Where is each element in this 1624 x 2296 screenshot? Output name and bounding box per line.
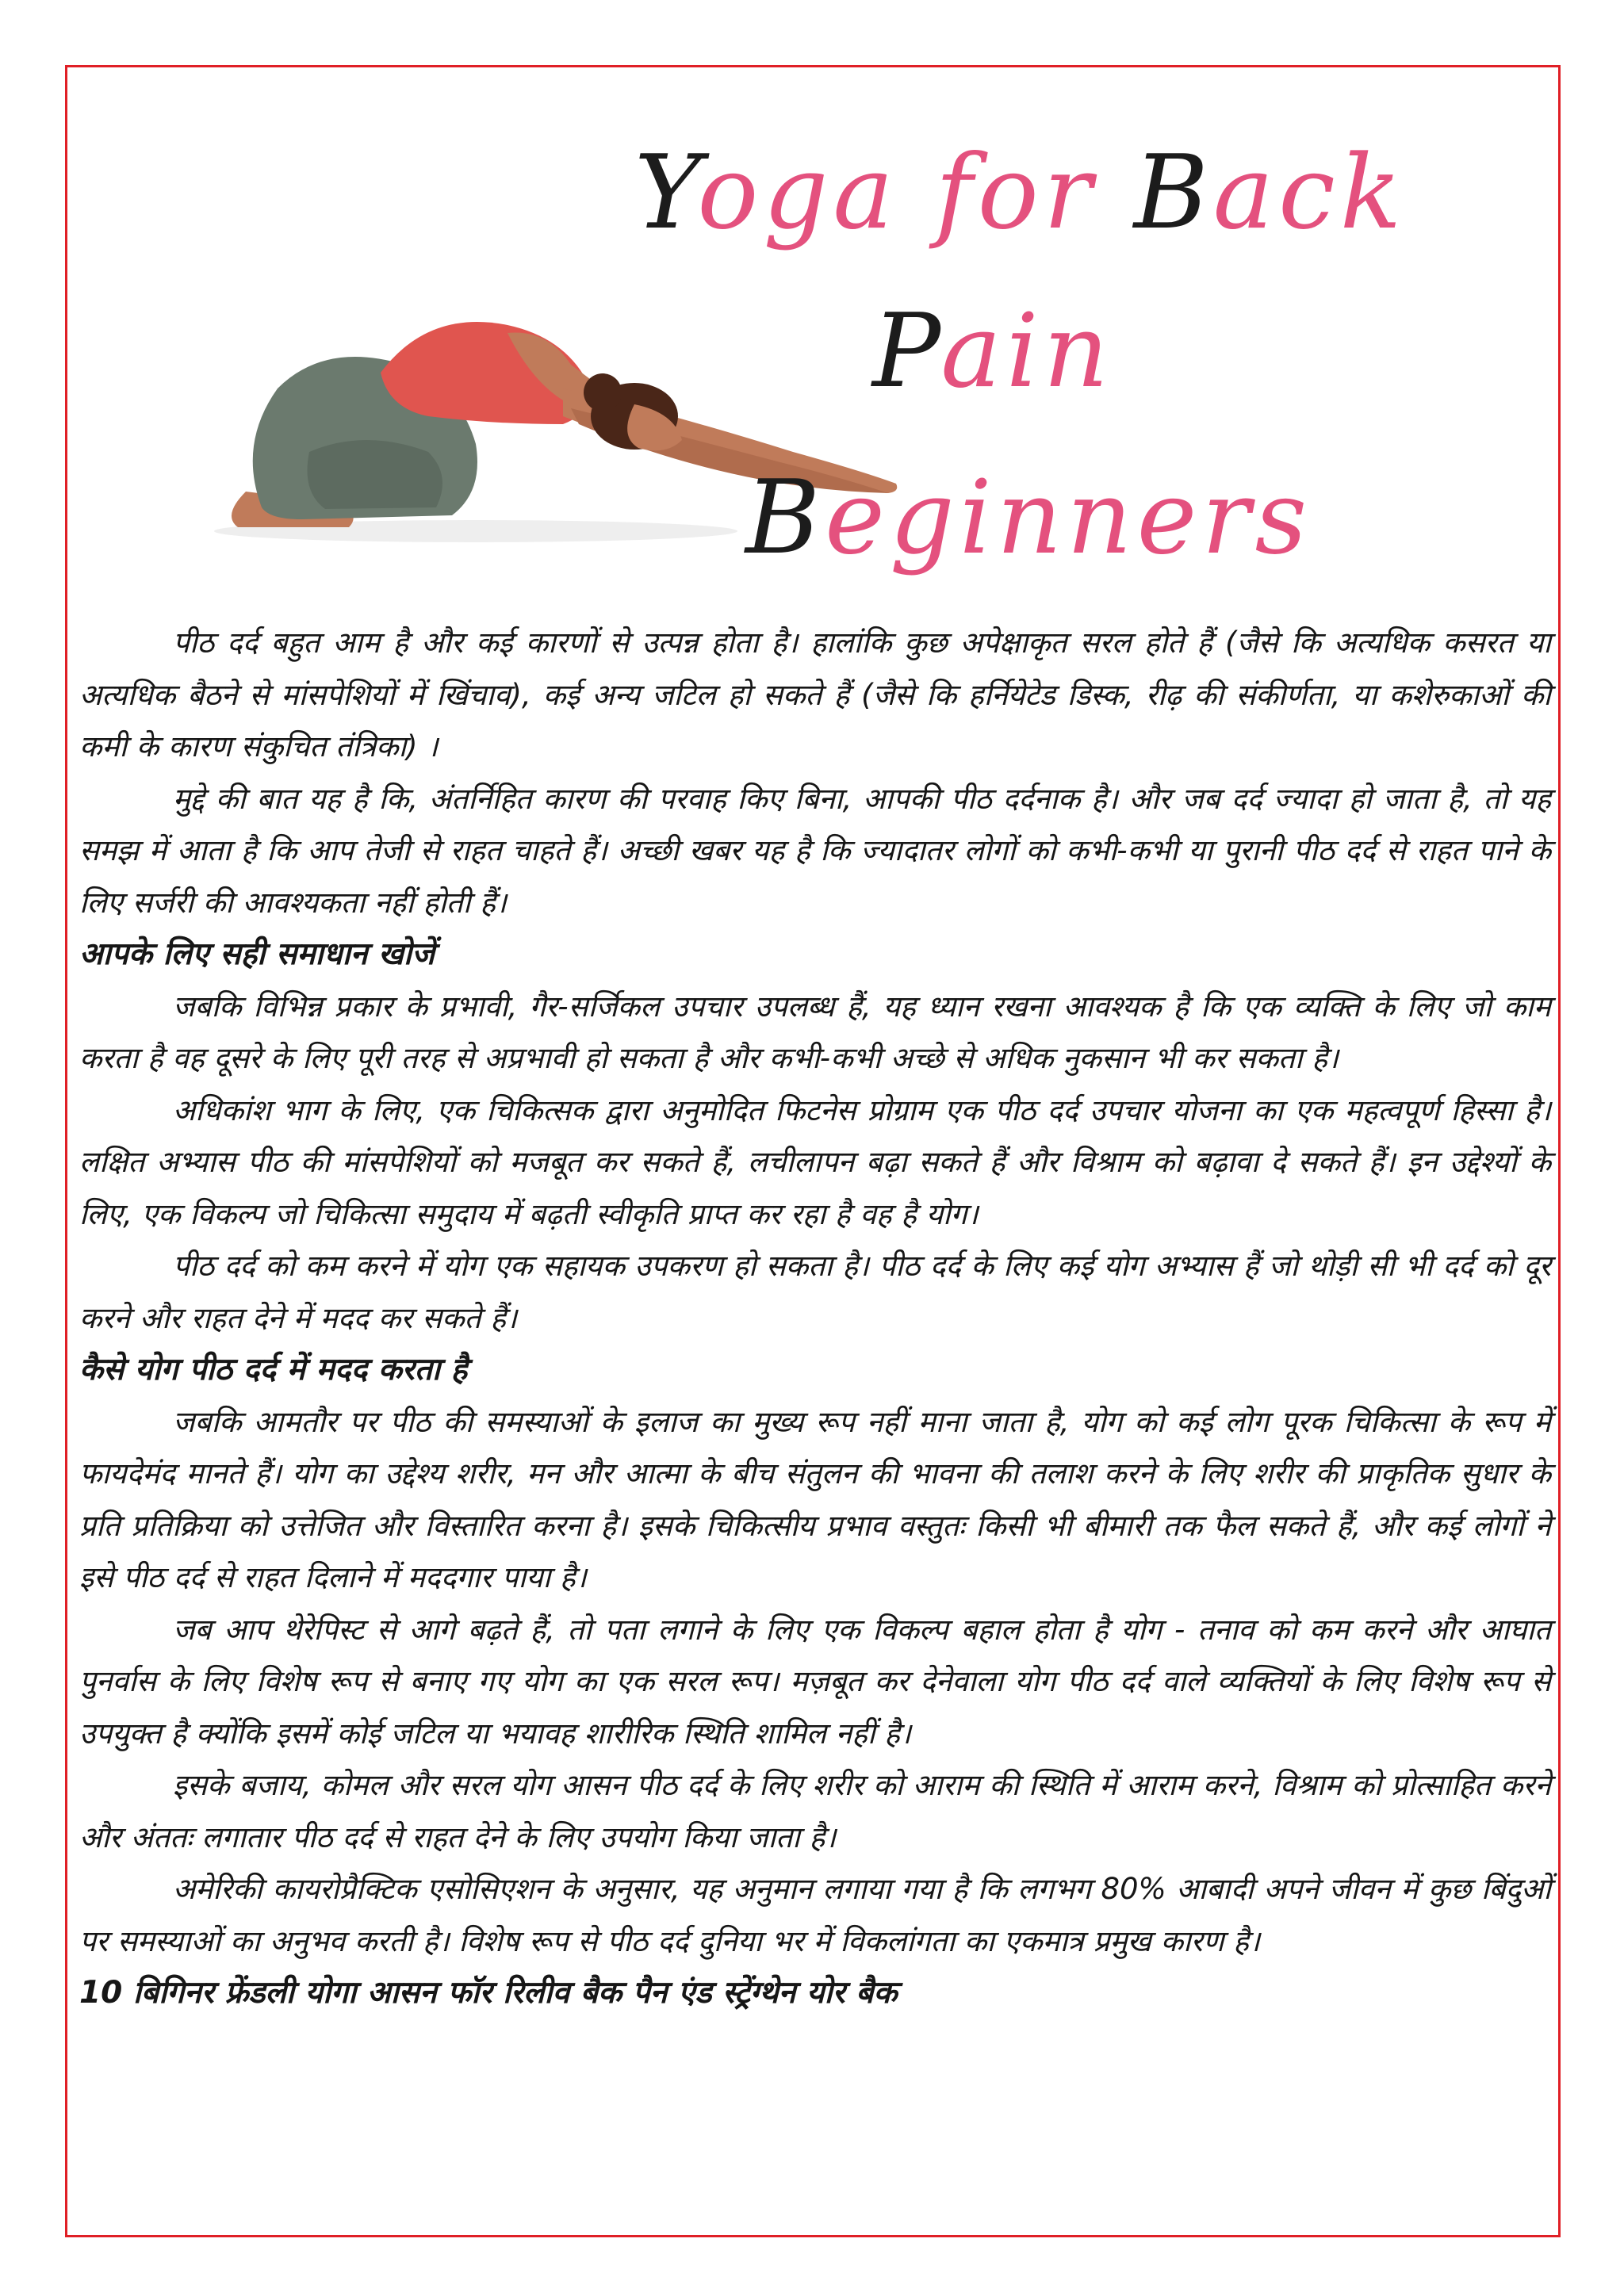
title-letter-p: P <box>872 293 941 411</box>
heading-find-solution: आपके लिए सही समाधान खोजें <box>79 936 435 972</box>
title-text-ack: ack <box>1212 134 1407 252</box>
paragraph-statistics: अमेरिकी कायरोप्रैक्टिक एसोसिएशन के अनुसार, यह अनुमान लगाया गया है कि लगभग 80% आबादी अपने जीवन में कुछ बिंदुओं पर समस्याओं का अनुभव करती है। विशेष रूप से पीठ दर्द दुनिया भर में विकलांगता का एकमात्र प्रमुख कारण है। <box>79 1872 1551 1958</box>
title-text-ain: ain <box>940 293 1114 411</box>
paragraph-therapist: जब आप थेरेपिस्ट से आगे बढ़ते हैं, तो पता लगाने के लिए एक विकल्प बहाल होता है योग - तनाव को कम करने और आघात पुनर्वास के लिए विशेष रूप से बनाए गए योग का एक सरल रूप। मज़बूत कर देनेवाला योग पीठ दर्द वाले व्यक्तियों के लिए विशेष रूप से उपयुक्त है क्योंकि इसमें कोई जटिल या भयावह शारीरिक स्थिति शामिल नहीं है। <box>79 1612 1551 1751</box>
paragraph-point: मुद्दे की बात यह है कि, अंतर्निहित कारण की परवाह किए बिना, आपकी पीठ दर्दनाक है। और जब दर्द ज्यादा हो जाता है, तो यह समझ में आता है कि आप तेजी से राहत चाहते हैं। अच्छी खबर यह है कि ज्यादातर लोगों को कभी-कभी या पुरानी पीठ दर्द से राहत पाने के लिए सर्जरी की आवश्यकता नहीं होती हैं। <box>79 781 1551 920</box>
paragraph-treatments: जबकि विभिन्न प्रकार के प्रभावी, गैर-सर्जिकल उपचार उपलब्ध हैं, यह ध्यान रखना आवश्यक है कि एक व्यक्ति के लिए जो काम करता है वह दूसरे के लिए पूरी तरह से अप्रभावी हो सकता है और कभी-कभी अच्छे से अधिक नुकसान भी कर सकता है। <box>79 989 1551 1075</box>
paragraph-gentle-poses: इसके बजाय, कोमल और सरल योग आसन पीठ दर्द के लिए शरीर को आराम की स्थिति में आराम करने, विश्राम को प्रोत्साहित करने और अंततः लगातार पीठ दर्द से राहत देने के लिए उपयोग किया जाता है। <box>79 1768 1551 1854</box>
title-line-1 <box>634 134 1407 252</box>
title-text-oga-for: oga for <box>697 134 1134 252</box>
article-body <box>79 617 1551 2019</box>
heading-how-yoga-helps: कैसे योग पीठ दर्द में मदद करता है <box>79 1352 468 1387</box>
heading-beginner-asanas: 10 बिगिनर फ्रेंडली योगा आसन फॉर रिलीव बैक पैन एंड स्ट्रेंग्थेन योर बैक <box>79 1975 898 2011</box>
paragraph-complementary: जबकि आमतौर पर पीठ की समस्याओं के इलाज का मुख्य रूप नहीं माना जाता है, योग को कई लोग पूरक चिकित्सा के रूप में फायदेमंद मानते हैं। योग का उद्देश्य शरीर, मन और आत्मा के बीच संतुलन की भावना की तलाश करने के लिए शरीर की प्राकृतिक सुधार के प्रति प्रतिक्रिया को उत्तेजित और विस्तारित करना है। इसके चिकित्सीय प्रभाव वस्तुतः किसी भी बीमारी तक फैल सकते हैं, और कई लोगों ने इसे पीठ दर्द से राहत दिलाने में मददगार पाया है। <box>79 1404 1551 1594</box>
header-banner <box>190 95 1459 603</box>
paragraph-intro: पीठ दर्द बहुत आम है और कई कारणों से उत्पन्न होता है। हालांकि कुछ अपेक्षाकृत सरल होते हैं (जैसे कि अत्यधिक कसरत या अत्यधिक बैठने से मांसपेशियों में खिंचाव), कई अन्य जटिल हो सकते हैं (जैसे कि हर्नियेटेड डिस्क, रीढ़ की संकीर्णता, या कशेरुकाओं की कमी के कारण संकुचित तंत्रिका) । <box>79 626 1551 763</box>
title-line-2 <box>872 293 1114 411</box>
title-line-3 <box>745 459 1312 577</box>
paragraph-yoga-tool: पीठ दर्द को कम करने में योग एक सहायक उपकरण हो सकता है। पीठ दर्द के लिए कई योग अभ्यास हैं जो थोड़ी सी भी दर्द को दूर करने और राहत देने में मदद कर सकते हैं। <box>79 1249 1551 1335</box>
title-letter-b: B <box>1133 134 1213 252</box>
title-letter-y: Y <box>634 134 698 252</box>
paragraph-fitness: अधिकांश भाग के लिए, एक चिकित्सक द्वारा अनुमोदित फिटनेस प्रोग्राम एक पीठ दर्द उपचार योजना का एक महत्वपूर्ण हिस्सा है। लक्षित अभ्यास पीठ की मांसपेशियों को मजबूत कर सकते हैं, लचीलापन बढ़ा सकते हैं और विश्राम को बढ़ावा दे सकते हैं। इन उद्देश्यों के लिए, एक विकल्प जो चिकित्सा समुदाय में बढ़ती स्वीकृति प्राप्त कर रहा है वह है योग। <box>79 1093 1551 1231</box>
title-letter-b2: B <box>745 459 825 577</box>
title-text-eginners: eginners <box>825 459 1312 577</box>
